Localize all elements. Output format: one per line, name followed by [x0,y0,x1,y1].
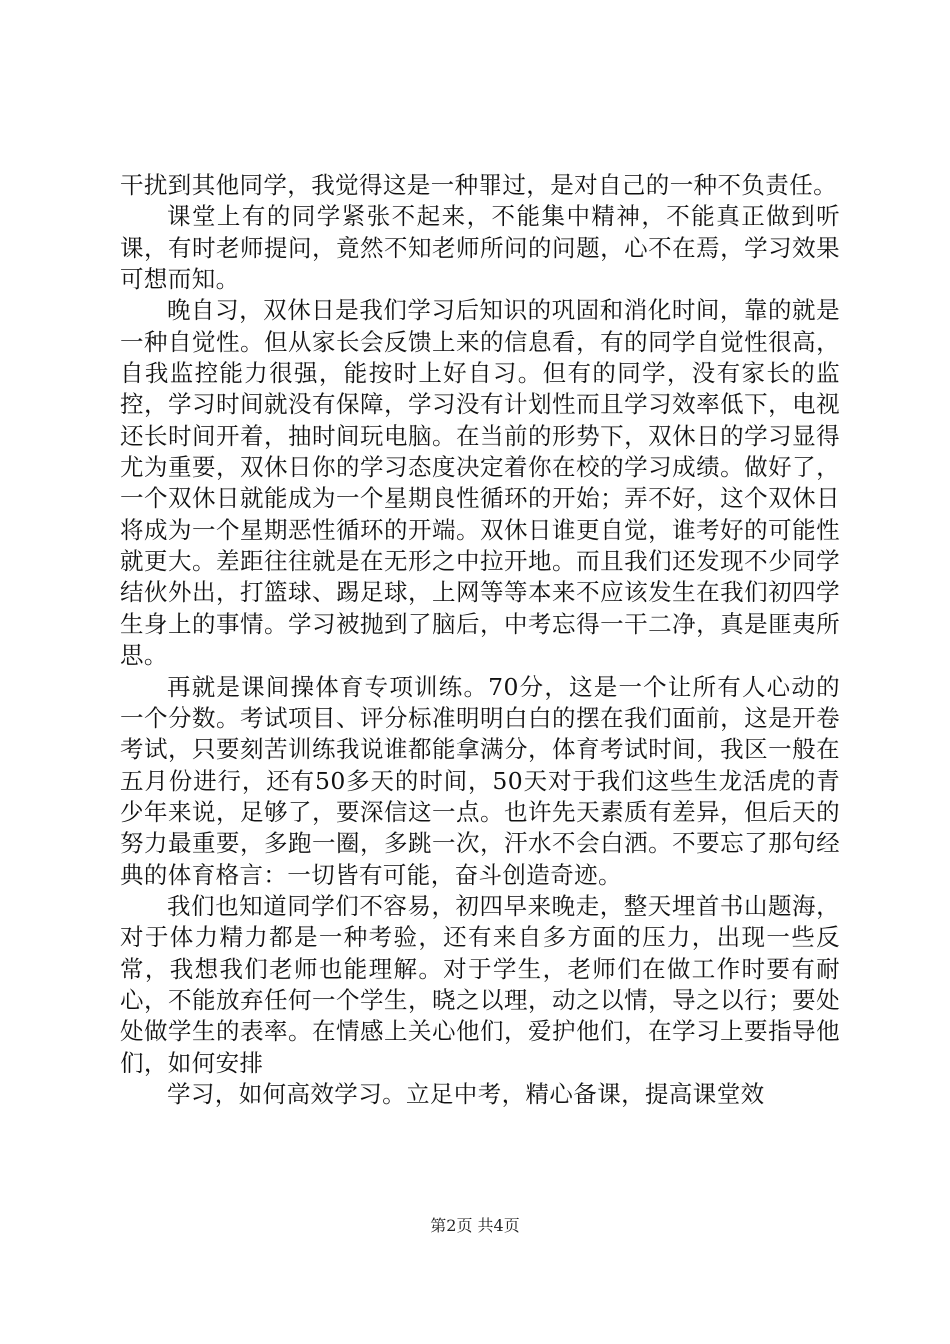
paragraph-5: 我们也知道同学们不容易，初四早来晚走，整天埋首书山题海，对于体力精力都是一种考验，还有来自多方面的压力，出现一些反常，我想我们老师也能理解。对于学生，老师们在做工作时要有耐心，不能放弃任何一个学生，晓之以理，动之以情，导之以行；要处处做学生的表率。在情感上关心他们，爱护他们，在学习上要指导他们，如何安排 [120,891,840,1077]
paragraph-3: 晚自习，双休日是我们学习后知识的巩固和消化时间，靠的就是一种自觉性。但从家长会反馈上来的信息看，有的同学自觉性很高，自我监控能力很强，能按时上好自习。但有的同学，没有家长的监控，学习时间就没有保障，学习没有计划性而且学习效率低下，电视还长时间开着，抽时间玩电脑。在当前的形势下，双休日的学习显得尤为重要，双休日你的学习态度决定着你在校的学习成绩。做好了，一个双休日就能成为一个星期良性循环的开始；弄不好，这个双休日将成为一个星期恶性循环的开端。双休日谁更自觉，谁考好的可能性就更大。差距往往就是在无形之中拉开地。而且我们还发现不少同学结伙外出，打篮球、踢足球，上网等等本来不应该发生在我们初四学生身上的事情。学习被抛到了脑后，中考忘得一干二净，真是匪夷所思。 [120,296,840,670]
paragraph-6: 学习，如何高效学习。立足中考，精心备课，提高课堂效 [167,1079,765,1108]
page-footer: 第2页 共4页 [430,1216,520,1235]
paragraph-1: 干扰到其他同学，我觉得这是一种罪过，是对自己的一种不负责任。 [120,171,837,199]
body-text [120,170,840,1110]
paragraph-4: 再就是课间操体育专项训练。70分，这是一个让所有人心动的一个分数。考试项目、评分标准明明白白的摆在我们面前，这是开卷考试，只要刻苦训练我说谁都能拿满分，体育考试时间，我区一般在五月份进行，还有50多天的时间，50天对于我们这些生龙活虎的青少年来说，足够了，要深信这一点。也许先天素质有差异，但后天的努力最重要，多跑一圈，多跳一次，汗水不会白洒。不要忘了那句经典的体育格言：一切皆有可能，奋斗创造奇迹。 [120,672,840,889]
paragraph-2: 课堂上有的同学紧张不起来，不能集中精神，不能真正做到听课，有时老师提问，竟然不知老师所问的问题，心不在焉，学习效果可想而知。 [120,202,840,294]
